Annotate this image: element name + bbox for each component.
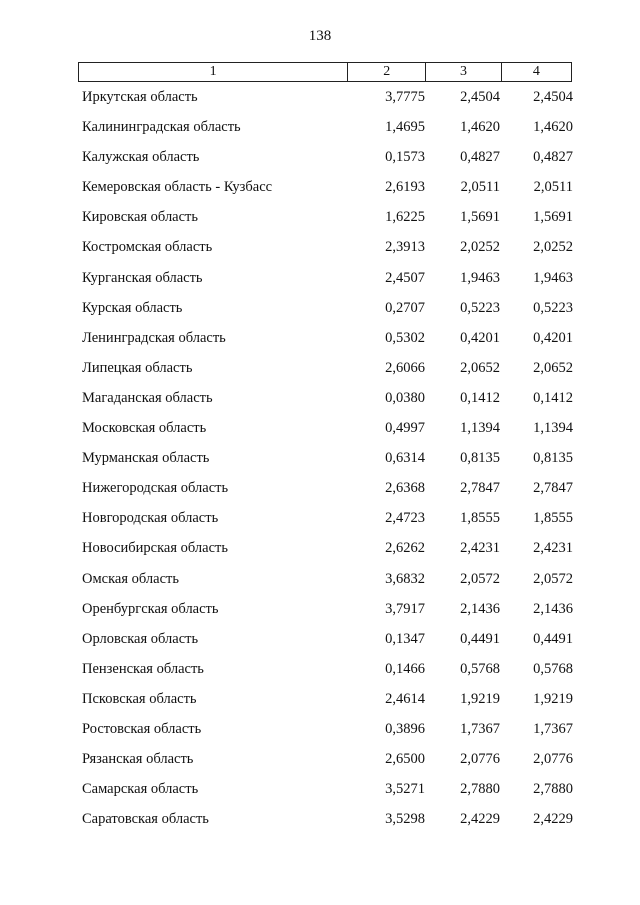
value-col-2: 3,7917 bbox=[385, 600, 425, 617]
table-row bbox=[0, 415, 640, 445]
value-col-3: 2,0776 bbox=[460, 751, 500, 768]
region-name: Иркутская область bbox=[82, 89, 198, 105]
table-row bbox=[0, 686, 640, 716]
region-name: Рязанская область bbox=[82, 751, 194, 768]
value-col-2: 2,3913 bbox=[385, 239, 425, 256]
value-col-3: 2,4229 bbox=[460, 811, 500, 828]
value-col-2: 0,3896 bbox=[385, 720, 425, 737]
value-col-2: 0,1466 bbox=[385, 660, 425, 677]
value-col-2: 0,1573 bbox=[385, 149, 425, 166]
value-col-3: 0,5223 bbox=[460, 299, 500, 316]
page-number: 138 bbox=[308, 28, 332, 44]
region-name: Пензенская область bbox=[82, 660, 204, 677]
value-col-3: 2,1436 bbox=[460, 600, 500, 617]
value-col-4: 2,4229 bbox=[533, 811, 573, 828]
value-col-2: 0,0380 bbox=[385, 389, 425, 406]
region-name: Омская область bbox=[82, 570, 179, 587]
value-col-2: 2,6193 bbox=[385, 179, 425, 196]
region-name: Самарская область bbox=[82, 781, 199, 798]
table-row bbox=[0, 505, 640, 535]
value-col-2: 2,4614 bbox=[385, 690, 425, 707]
table-header bbox=[78, 62, 572, 82]
value-col-3: 1,7367 bbox=[460, 720, 500, 737]
region-name: Ростовская область bbox=[82, 720, 202, 737]
table-body bbox=[0, 84, 640, 836]
column-header-1: 1 bbox=[79, 63, 348, 82]
region-name: Мурманская область bbox=[82, 450, 210, 467]
value-col-2: 0,5302 bbox=[385, 329, 425, 346]
table-row bbox=[0, 566, 640, 596]
value-col-2: 2,6262 bbox=[385, 540, 425, 557]
region-name: Курганская область bbox=[82, 269, 203, 286]
value-col-2: 1,4695 bbox=[385, 119, 425, 136]
table-row bbox=[0, 716, 640, 746]
value-col-4: 0,4827 bbox=[533, 149, 573, 166]
value-col-3: 0,4201 bbox=[460, 329, 500, 346]
value-col-3: 2,4231 bbox=[460, 540, 500, 557]
table-row bbox=[0, 144, 640, 174]
value-col-4: 1,7367 bbox=[533, 720, 573, 737]
table-row bbox=[0, 475, 640, 505]
table-row bbox=[0, 806, 640, 836]
value-col-3: 2,0511 bbox=[460, 179, 500, 196]
table-row bbox=[0, 84, 640, 114]
region-name: Нижегородская область bbox=[82, 480, 229, 497]
value-col-4: 2,4231 bbox=[533, 540, 573, 557]
value-col-3: 1,9463 bbox=[460, 269, 500, 286]
region-name: Курская область bbox=[82, 299, 183, 316]
value-col-2: 0,1347 bbox=[385, 630, 425, 647]
value-col-2: 3,7775 bbox=[385, 89, 425, 105]
value-col-4: 1,5691 bbox=[533, 209, 573, 226]
region-name: Саратовская область bbox=[82, 811, 209, 828]
table-row bbox=[0, 234, 640, 264]
value-col-4: 2,7847 bbox=[533, 480, 573, 497]
value-col-3: 1,4620 bbox=[460, 119, 500, 136]
value-col-3: 2,7880 bbox=[460, 781, 500, 798]
value-col-3: 0,4827 bbox=[460, 149, 500, 166]
value-col-4: 0,4201 bbox=[533, 329, 573, 346]
value-col-4: 0,1412 bbox=[533, 389, 573, 406]
value-col-2: 3,5298 bbox=[385, 811, 425, 828]
value-col-4: 1,4620 bbox=[533, 119, 573, 136]
table-row bbox=[0, 355, 640, 385]
value-col-3: 2,7847 bbox=[460, 480, 500, 497]
region-name: Кемеровская область - Кузбасс bbox=[82, 179, 273, 196]
value-col-2: 1,6225 bbox=[385, 209, 425, 226]
value-col-4: 2,0776 bbox=[533, 751, 573, 768]
table-row bbox=[0, 656, 640, 686]
value-col-3: 2,0572 bbox=[460, 570, 500, 587]
region-name: Кировская область bbox=[82, 209, 199, 226]
header-row bbox=[79, 63, 572, 82]
table-row bbox=[0, 325, 640, 355]
table-row bbox=[0, 114, 640, 144]
value-col-3: 0,1412 bbox=[460, 389, 500, 406]
table-row bbox=[0, 295, 640, 325]
value-col-4: 0,5223 bbox=[533, 299, 573, 316]
column-header-2: 2 bbox=[348, 63, 426, 82]
value-col-3: 1,5691 bbox=[460, 209, 500, 226]
region-name: Псковская область bbox=[82, 690, 197, 707]
value-col-2: 0,6314 bbox=[385, 450, 425, 467]
value-col-3: 2,0652 bbox=[460, 359, 500, 376]
table-row bbox=[0, 445, 640, 475]
value-col-2: 2,6500 bbox=[385, 751, 425, 768]
column-header-3: 3 bbox=[426, 63, 501, 82]
region-name: Оренбургская область bbox=[82, 600, 219, 617]
value-col-4: 2,1436 bbox=[533, 600, 573, 617]
value-col-2: 3,5271 bbox=[385, 781, 425, 798]
value-col-4: 0,8135 bbox=[533, 450, 573, 467]
value-col-3: 2,4504 bbox=[460, 89, 500, 105]
region-name: Костромская область bbox=[82, 239, 213, 256]
table-row bbox=[0, 385, 640, 415]
value-col-4: 1,1394 bbox=[533, 420, 573, 437]
region-name: Калужская область bbox=[82, 149, 200, 166]
region-name: Липецкая область bbox=[82, 359, 193, 376]
value-col-4: 2,7880 bbox=[533, 781, 573, 798]
value-col-4: 1,9219 bbox=[533, 690, 573, 707]
value-col-3: 2,0252 bbox=[460, 239, 500, 256]
value-col-3: 1,1394 bbox=[460, 420, 500, 437]
value-col-4: 2,0572 bbox=[533, 570, 573, 587]
value-col-3: 0,5768 bbox=[460, 660, 500, 677]
region-name: Орловская область bbox=[82, 630, 199, 647]
value-col-3: 0,8135 bbox=[460, 450, 500, 467]
region-name: Магаданская область bbox=[82, 389, 213, 406]
value-col-2: 2,6066 bbox=[385, 359, 425, 376]
value-col-2: 2,4507 bbox=[385, 269, 425, 286]
region-name: Ленинградская область bbox=[82, 329, 226, 346]
region-name: Новосибирская область bbox=[82, 540, 228, 557]
table-row bbox=[0, 596, 640, 626]
table-row bbox=[0, 174, 640, 204]
region-name: Московская область bbox=[82, 420, 207, 437]
value-col-3: 1,8555 bbox=[460, 510, 500, 527]
value-col-3: 0,4491 bbox=[460, 630, 500, 647]
value-col-3: 1,9219 bbox=[460, 690, 500, 707]
region-name: Калининградская область bbox=[82, 119, 241, 136]
value-col-4: 2,4504 bbox=[533, 89, 573, 105]
value-col-2: 2,4723 bbox=[385, 510, 425, 527]
value-col-4: 1,9463 bbox=[533, 269, 573, 286]
table-row bbox=[0, 626, 640, 656]
column-header-4: 4 bbox=[501, 63, 571, 82]
region-name: Новгородская область bbox=[82, 510, 219, 527]
value-col-4: 2,0511 bbox=[533, 179, 573, 196]
value-col-2: 0,4997 bbox=[385, 420, 425, 437]
value-col-4: 1,8555 bbox=[533, 510, 573, 527]
table-row bbox=[0, 204, 640, 234]
table-row bbox=[0, 535, 640, 565]
value-col-4: 2,0652 bbox=[533, 359, 573, 376]
value-col-2: 0,2707 bbox=[385, 299, 425, 316]
value-col-2: 2,6368 bbox=[385, 480, 425, 497]
value-col-4: 0,4491 bbox=[533, 630, 573, 647]
value-col-2: 3,6832 bbox=[385, 570, 425, 587]
table-row bbox=[0, 265, 640, 295]
value-col-4: 0,5768 bbox=[533, 660, 573, 677]
table-row bbox=[0, 776, 640, 806]
value-col-4: 2,0252 bbox=[533, 239, 573, 256]
table-row bbox=[0, 746, 640, 776]
